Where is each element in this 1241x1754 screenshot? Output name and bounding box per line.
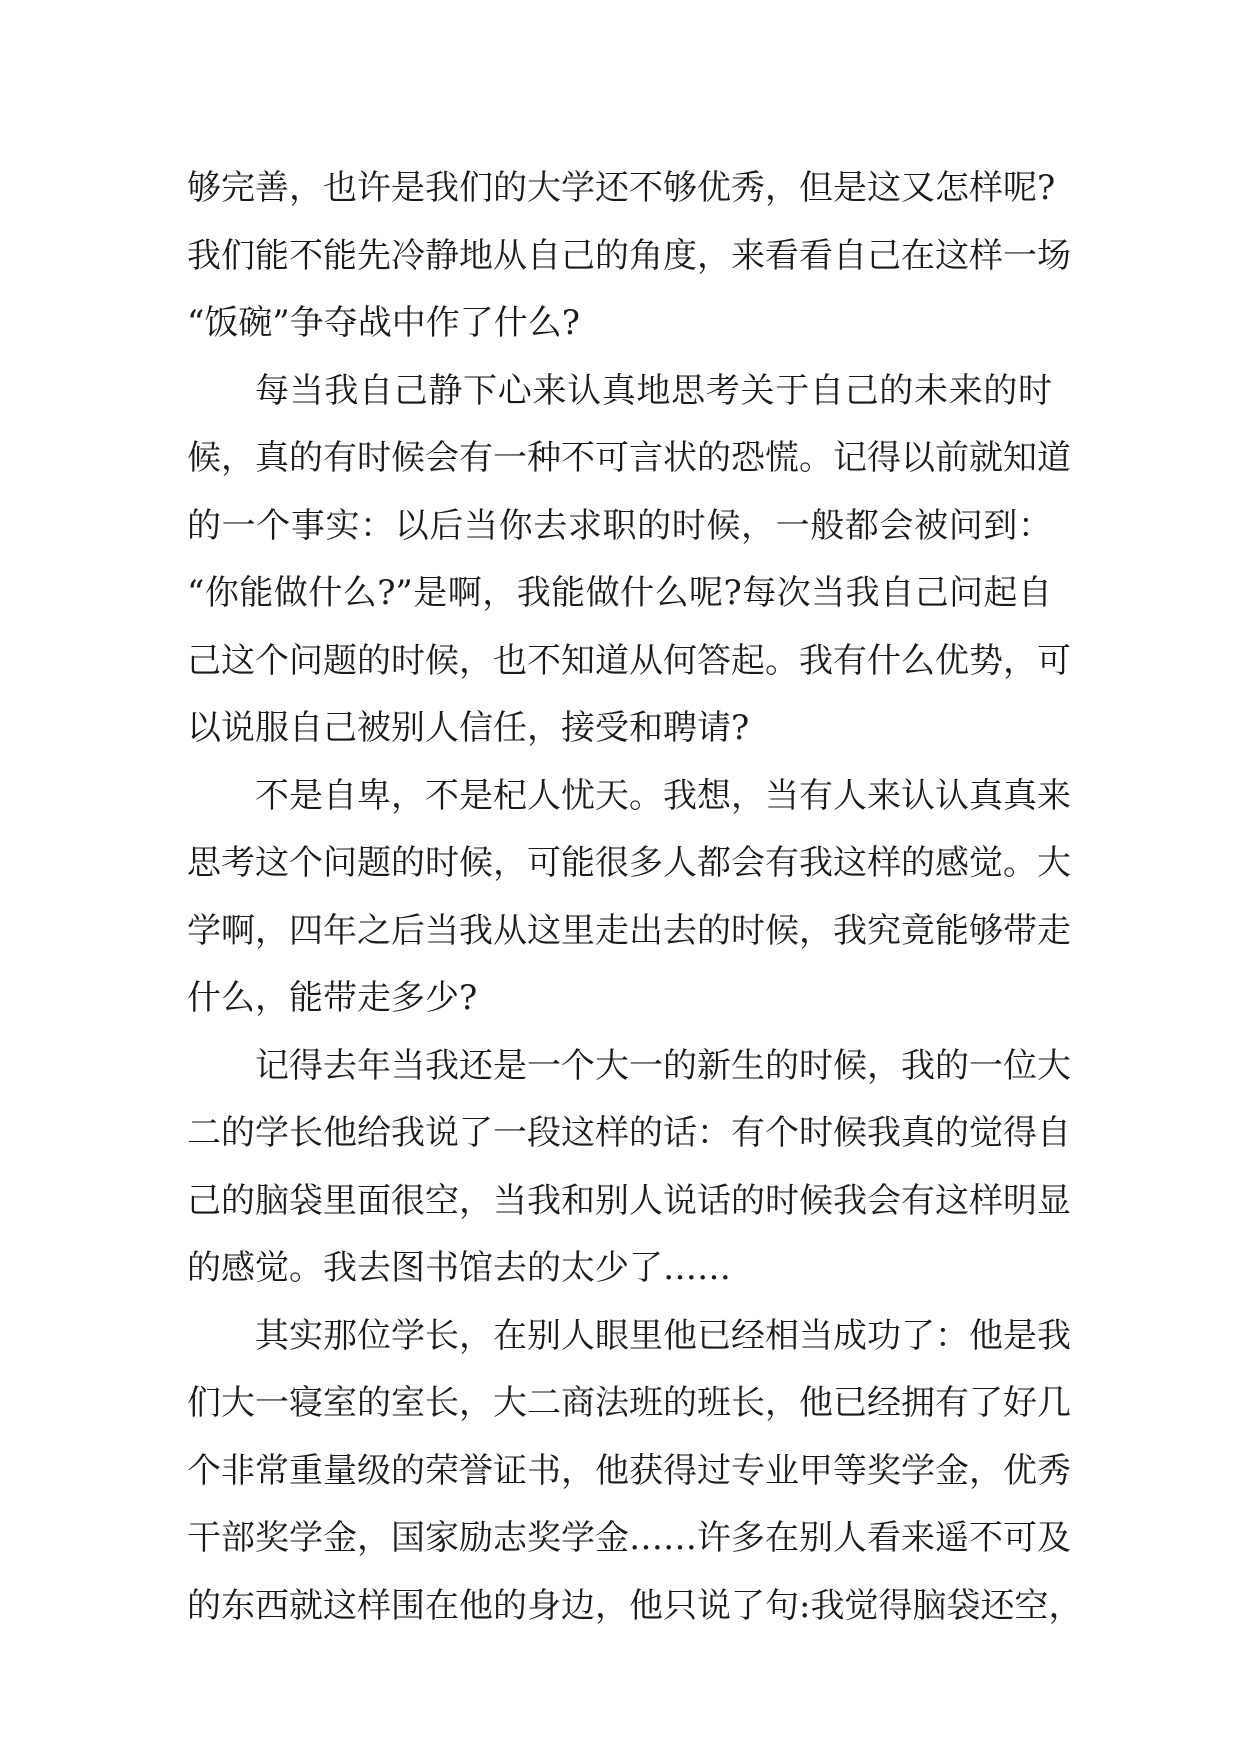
text-line: 以说服自己被别人信任，接受和聘请?: [187, 708, 750, 748]
text-line: 干部奖学金，国家励志奖学金……许多在别人看来遥不可及: [187, 1518, 1071, 1558]
text-line: 我们能不能先冷静地从自己的角度，来看看自己在这样一场: [187, 235, 1071, 276]
text-line: 候，真的有时候会有一种不可言状的恐慌。记得以前就知道: [187, 438, 1071, 478]
text-line: 学啊，四年之后当我从这里走出去的时候，我究竟能够带走: [187, 910, 1071, 951]
text-line: 己这个问题的时候，也不知道从何答起。我有什么优势，可: [187, 640, 1071, 681]
text-line: 什么，能带走多少?: [187, 978, 478, 1018]
text-line: 们大一寝室的室长，大二商法班的班长，他已经拥有了好几: [187, 1383, 1071, 1423]
text-line: 的感觉。我去图书馆去的太少了……: [187, 1248, 731, 1288]
text-line: 个非常重量级的荣誉证书，他获得过专业甲等奖学金，优秀: [187, 1450, 1071, 1491]
text-line: 其实那位学长，在别人眼里他已经相当成功了：他是我: [255, 1315, 1071, 1356]
text-line: 己的脑袋里面很空，当我和别人说话的时候我会有这样明显: [187, 1180, 1071, 1221]
text-line: “你能做什么?”是啊，我能做什么呢?每次当我自己问起自: [187, 573, 1052, 613]
text-line: 每当我自己静下心来认真地思考关于自己的未来的时: [255, 370, 1052, 411]
body-text: [187, 155, 1083, 1640]
text-line: 够完善，也许是我们的大学还不够优秀，但是这又怎样呢?: [187, 168, 1056, 208]
text-line: 记得去年当我还是一个大一的新生的时候，我的一位大: [255, 1045, 1071, 1086]
text-line: 不是自卑，不是杞人忧天。我想，当有人来认认真真来: [255, 775, 1071, 816]
text-line: 的东西就这样围在他的身边，他只说了句:我觉得脑袋还空，: [187, 1585, 1083, 1626]
text-line: 的一个事实：以后当你去求职的时候，一般都会被问到：: [187, 505, 1052, 546]
text-line: 二的学长他给我说了一段这样的话：有个时候我真的觉得自: [187, 1113, 1071, 1153]
text-line: 思考这个问题的时候，可能很多人都会有我这样的感觉。大: [187, 843, 1071, 883]
text-line: “饭碗”争夺战中作了什么?: [187, 303, 580, 343]
